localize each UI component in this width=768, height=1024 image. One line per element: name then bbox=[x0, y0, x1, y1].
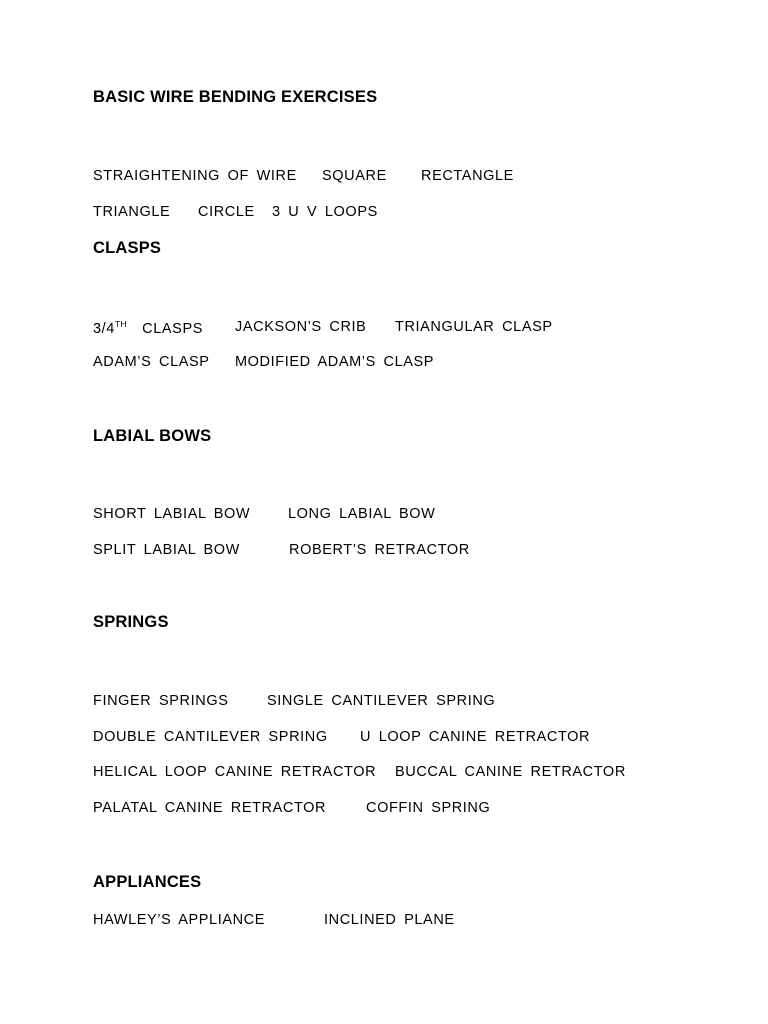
item-rectangle: RECTANGLE bbox=[421, 168, 514, 184]
item-u-loop-canine-retractor: U LOOP CANINE RETRACTOR bbox=[360, 729, 591, 745]
section-heading-clasps: CLASPS bbox=[93, 239, 162, 257]
fraction-label: 3/4 bbox=[93, 321, 115, 337]
item-double-cantilever-spring: DOUBLE CANTILEVER SPRING bbox=[93, 729, 328, 745]
item-single-cantilever-spring: SINGLE CANTILEVER SPRING bbox=[267, 693, 496, 709]
item-hawleys-appliance: HAWLEY’S APPLIANCE bbox=[93, 912, 266, 928]
item-buccal-canine-retractor: BUCCAL CANINE RETRACTOR bbox=[395, 764, 626, 780]
section-heading-appliances: APPLIANCES bbox=[93, 873, 202, 891]
item-short-labial-bow: SHORT LABIAL BOW bbox=[93, 506, 251, 522]
item-circle: CIRCLE bbox=[198, 204, 255, 220]
item-3-u-v-loops: 3 U V LOOPS bbox=[272, 204, 378, 220]
item-inclined-plane: INCLINED PLANE bbox=[324, 912, 455, 928]
item-split-labial-bow: SPLIT LABIAL BOW bbox=[93, 542, 240, 558]
item-modified-adams-clasp: MODIFIED ADAM’S CLASP bbox=[235, 354, 435, 370]
item-triangular-clasp: TRIANGULAR CLASP bbox=[395, 319, 553, 335]
clasps-label: CLASPS bbox=[142, 321, 203, 337]
item-adams-clasp: ADAM’S CLASP bbox=[93, 354, 210, 370]
section-heading-basic-wire-bending: BASIC WIRE BENDING EXERCISES bbox=[93, 88, 378, 106]
item-straightening-of-wire: STRAIGHTENING OF WIRE bbox=[93, 168, 297, 184]
section-heading-springs: SPRINGS bbox=[93, 613, 169, 631]
item-palatal-canine-retractor: PALATAL CANINE RETRACTOR bbox=[93, 800, 327, 816]
section-heading-labial-bows: LABIAL BOWS bbox=[93, 427, 212, 445]
item-jacksons-crib: JACKSON’S CRIB bbox=[235, 319, 367, 335]
item-finger-springs: FINGER SPRINGS bbox=[93, 693, 229, 709]
item-triangle: TRIANGLE bbox=[93, 204, 171, 220]
item-helical-loop-canine-retractor: HELICAL LOOP CANINE RETRACTOR bbox=[93, 764, 377, 780]
item-three-quarter-clasps bbox=[93, 319, 203, 337]
item-square: SQUARE bbox=[322, 168, 387, 184]
superscript-th: TH bbox=[114, 319, 127, 329]
item-roberts-retractor: ROBERT’S RETRACTOR bbox=[289, 542, 470, 558]
item-coffin-spring: COFFIN SPRING bbox=[366, 800, 491, 816]
item-long-labial-bow: LONG LABIAL BOW bbox=[288, 506, 436, 522]
